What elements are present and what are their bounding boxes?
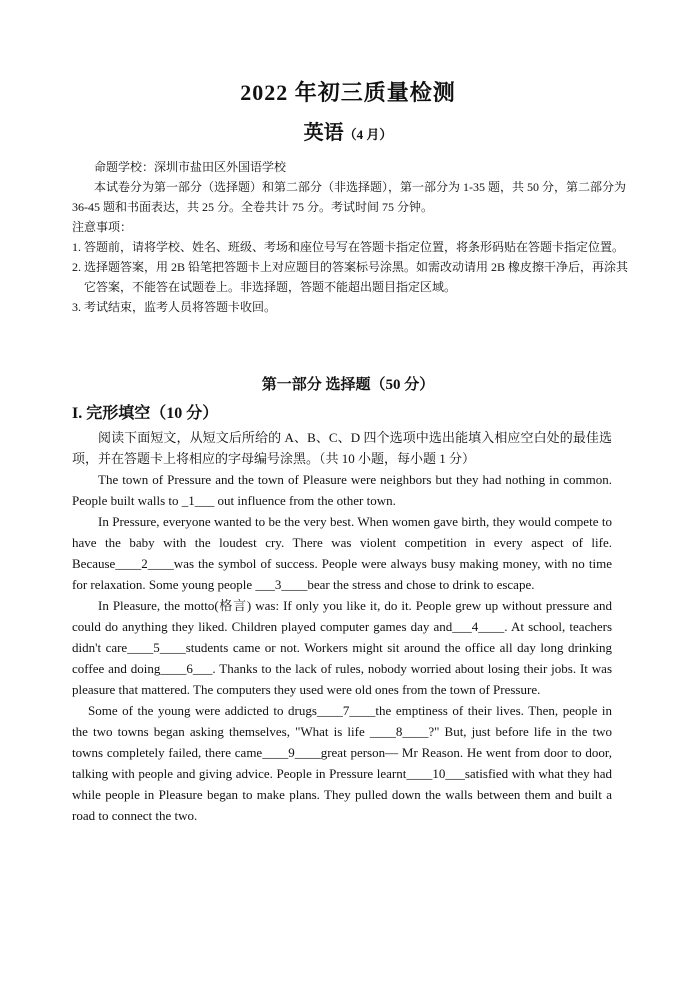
exam-title: 2022 年初三质量检测	[240, 80, 456, 105]
note-1: 1. 答题前，请将学校、姓名、班级、考场和座位号写在答题卡指定位置，将条形码贴在答题卡指定位置。	[72, 240, 625, 254]
exam-intro: 本试卷分为第一部分（选择题）和第二部分（非选择题），第一部分为 1-35 题，共 50 分，第二部分为 36-45 题和书面表达，共 25 分。全卷共计 75 分。考试时间 75 分钟。	[72, 180, 626, 214]
passage	[72, 427, 612, 826]
note-3: 3. 考试结束，监考人员将答题卡收回。	[72, 300, 277, 314]
notes-heading: 注意事项：	[72, 220, 133, 234]
exam-month: （4 月）	[343, 127, 393, 142]
part-title: I. 完形填空（10 分）	[72, 405, 219, 422]
section-title: 第一部分 选择题（50 分）	[261, 377, 435, 393]
paragraph-3: In Pleasure, the motto(格言) was: If only you like it, do it. People grew up without pressure and could do anything they liked. Children played computer games day and___4____. At school, teachers didn't care____5____students came or not. Workers might sit around the office all day long drinking coffee and doing____6___. Thanks to the lack of rules, nobody worried about losing their jobs. It was pleasure that mattered. The computers they used were old ones from the town of Pressure.	[72, 598, 612, 697]
setter-school: 命题学校：深圳市盐田区外国语学校	[94, 160, 287, 174]
instruction: 阅读下面短文，从短文后所给的 A、B、C、D 四个选项中选出能填入相应空白处的最佳选项，并在答题卡上将相应的字母编号涂黑。（共 10 小题，每小题 1 分）	[72, 430, 612, 466]
subject-name: 英语	[303, 122, 344, 144]
paragraph-1: The town of Pressure and the town of Pleasure were neighbors but they had nothing in common. People built walls to _1___ out influence from the other town.	[72, 472, 612, 508]
paragraph-2: In Pressure, everyone wanted to be the very best. When women gave birth, they would compete to have the baby with the loudest cry. There was violent competition in every aspect of life. Because____2____was the symbol of success. People were always busy making money, with no time for relaxation. Some young people ___3____bear the stress and chose to drink to escape.	[72, 514, 612, 592]
paragraph-4: Some of the young were addicted to drugs____7____the emptiness of their lives. Then, people in the two towns began asking themselves, "What is life ____8____?" But, just before life in the two towns completely failed, there came____9____great person— Mr Reason. He went from door to door, talking with people and giving advice. People in Pressure learnt____10___satisfied with what they had while people in Pleasure began to make plans. They pulled down the walls between them and built a road to connect the two.	[72, 703, 612, 823]
note-2: 2. 选择题答案，用 2B 铅笔把答题卡上对应题目的答案标号涂黑。如需改动请用 2B 橡皮擦干净后，再涂其它答案，不能答在试题卷上。非选择题，答题不能超出题目指定区域。	[72, 260, 629, 294]
exam-meta	[72, 157, 632, 317]
subject-title	[0, 116, 696, 145]
